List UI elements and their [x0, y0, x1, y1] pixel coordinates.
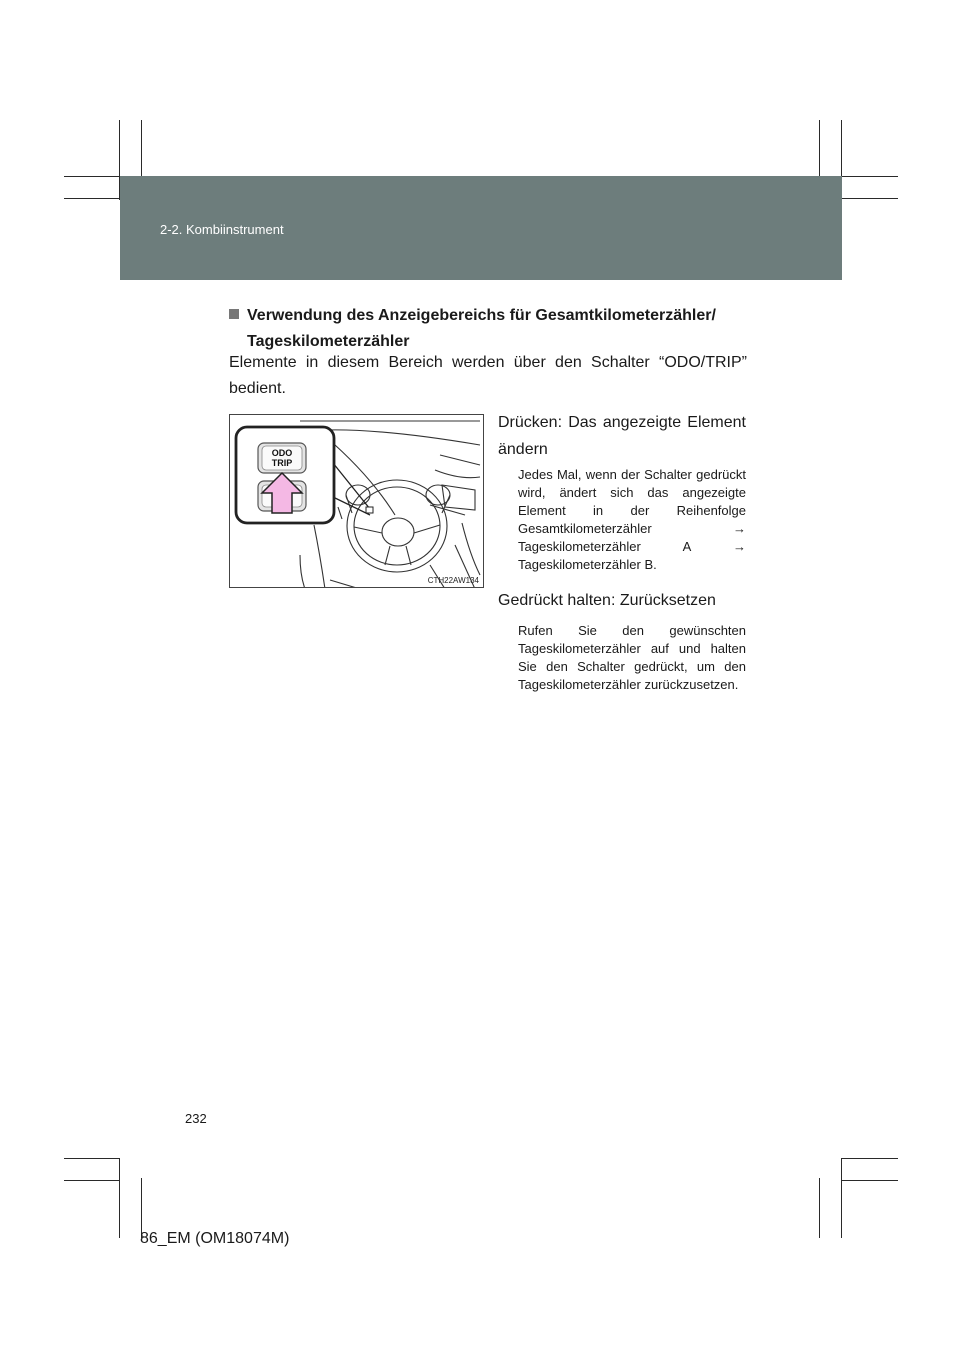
crop-mark: [141, 1178, 142, 1238]
press-title: Drücken: Das angezeigte Element ändern: [498, 414, 746, 458]
crop-mark: [64, 1158, 120, 1159]
crop-mark: [64, 198, 120, 199]
steering-wheel-illustration: [230, 415, 484, 588]
trip-label: TRIP: [271, 458, 293, 468]
crop-mark: [842, 1180, 898, 1181]
crop-mark: [819, 1178, 820, 1238]
crop-mark: [64, 176, 120, 177]
section-header: 2-2. Kombiinstrument: [160, 222, 284, 237]
crop-mark: [842, 198, 898, 199]
heading-line1: Verwendung des Anzeigebereichs für Gesamtkilometerzähler/: [247, 307, 716, 324]
section-heading: [229, 303, 749, 355]
dashboard-figure: [229, 414, 484, 588]
hold-description: Rufen Sie den gewünschten Tageskilometerzähler auf und halten Sie den Schalter gedrückt, um den Tageskilometerzähler zurückzusetzen.: [518, 623, 746, 692]
crop-mark: [842, 1158, 898, 1159]
hold-title: Gedrückt halten: Zurücksetzen: [498, 592, 716, 609]
crop-mark: [119, 1158, 120, 1238]
footer-code: 86_EM (OM18074M): [140, 1230, 290, 1247]
crop-mark: [842, 176, 898, 177]
crop-mark: [841, 1158, 842, 1238]
crop-mark: [64, 1180, 120, 1181]
page-number: 232: [185, 1111, 207, 1126]
heading-line2: Tageskilometerzähler: [247, 333, 410, 350]
figure-code: CTH22AW134: [427, 576, 479, 585]
press-description: Jedes Mal, wenn der Schalter gedrückt wird, ändert sich das angezeigte Element in der Reihenfolge Gesamtkilometerzähler → Tageskilometerzähler A → Tageskilometerzähler B.: [518, 467, 746, 572]
intro-paragraph: Elemente in diesem Bereich werden über den Schalter “ODO/TRIP” bedient.: [229, 354, 747, 397]
square-bullet-icon: [229, 309, 239, 319]
odo-label: ODO: [271, 448, 293, 458]
